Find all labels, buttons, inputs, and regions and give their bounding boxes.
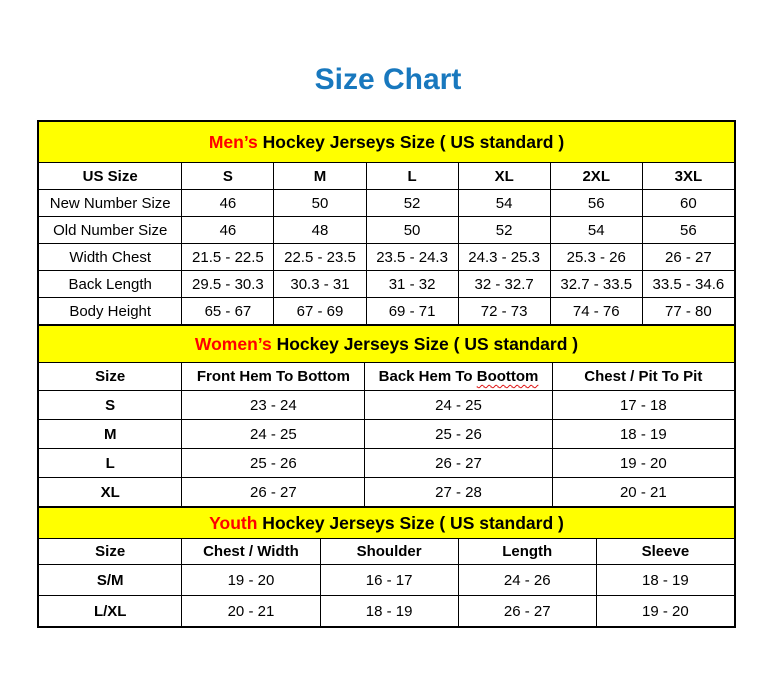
mens-column-header: 2XL — [550, 163, 642, 190]
cell-value: 24 - 25 — [365, 391, 552, 420]
cell-value: 18 - 19 — [596, 565, 734, 596]
cell-value: 19 - 20 — [596, 596, 734, 627]
youth-column-header: Length — [458, 539, 596, 565]
cell-value: 17 - 18 — [552, 391, 734, 420]
youth-column-header: Sleeve — [596, 539, 734, 565]
womens-table-row — [39, 391, 735, 420]
cell-value: 32.7 - 33.5 — [550, 271, 642, 298]
cell-value: 27 - 28 — [365, 478, 552, 507]
mens-column-header: XL — [458, 163, 550, 190]
mens-size-table — [38, 121, 735, 325]
mens-column-header: S — [182, 163, 274, 190]
cell-value: 26 - 27 — [182, 478, 365, 507]
womens-band-highlight: Women’s — [194, 333, 272, 354]
row-label: New Number Size — [39, 190, 182, 217]
row-label: Width Chest — [39, 244, 182, 271]
cell-value: 24 - 25 — [182, 420, 365, 449]
cell-value: 33.5 - 34.6 — [642, 271, 734, 298]
cell-value: 24 - 26 — [458, 565, 596, 596]
womens-column-header: Front Hem To Bottom — [182, 363, 365, 391]
cell-value: 16 - 17 — [320, 565, 458, 596]
cell-value: 52 — [458, 217, 550, 244]
womens-size-table — [38, 325, 735, 507]
cell-value: 60 — [642, 190, 734, 217]
cell-value: 46 — [182, 190, 274, 217]
cell-value: 54 — [550, 217, 642, 244]
row-label: Body Height — [39, 298, 182, 325]
womens-column-header: Back Hem To Boottom — [365, 363, 552, 391]
cell-value: 65 - 67 — [182, 298, 274, 325]
womens-table-row — [39, 420, 735, 449]
youth-band-row — [39, 508, 735, 539]
cell-value: 29.5 - 30.3 — [182, 271, 274, 298]
youth-section-title — [39, 508, 735, 539]
mens-column-header: US Size — [39, 163, 182, 190]
mens-table-row — [39, 271, 735, 298]
youth-size-table — [38, 507, 735, 627]
womens-band-row — [39, 326, 735, 363]
row-label: Back Length — [39, 271, 182, 298]
youth-header-row — [39, 539, 735, 565]
row-label: S/M — [39, 565, 182, 596]
cell-value: 20 - 21 — [552, 478, 734, 507]
cell-value: 50 — [366, 217, 458, 244]
size-chart-tables — [37, 120, 736, 628]
cell-value: 26 - 27 — [642, 244, 734, 271]
cell-value: 46 — [182, 217, 274, 244]
cell-value: 52 — [366, 190, 458, 217]
womens-table-row — [39, 449, 735, 478]
cell-value: 26 - 27 — [458, 596, 596, 627]
cell-value: 54 — [458, 190, 550, 217]
page-title: Size Chart — [314, 63, 462, 96]
mens-header-row — [39, 163, 735, 190]
youth-column-header: Size — [39, 539, 182, 565]
row-label: L/XL — [39, 596, 182, 627]
cell-value: 74 - 76 — [550, 298, 642, 325]
cell-value: 32 - 32.7 — [458, 271, 550, 298]
mens-column-header: L — [366, 163, 458, 190]
womens-section-title — [39, 326, 735, 363]
cell-value: 31 - 32 — [366, 271, 458, 298]
cell-value: 25 - 26 — [182, 449, 365, 478]
cell-value: 19 - 20 — [182, 565, 320, 596]
cell-value: 25.3 - 26 — [550, 244, 642, 271]
womens-band-rest: Hockey Jerseys Size ( US standard ) — [271, 333, 579, 354]
youth-table-row — [39, 596, 735, 627]
cell-value: 26 - 27 — [365, 449, 552, 478]
cell-value: 21.5 - 22.5 — [182, 244, 274, 271]
mens-band-rest: Hockey Jerseys Size ( US standard ) — [257, 131, 565, 152]
youth-band-highlight: Youth — [209, 512, 258, 533]
cell-value: 77 - 80 — [642, 298, 734, 325]
mens-band-highlight: Men’s — [208, 131, 258, 152]
womens-column-header: Chest / Pit To Pit — [552, 363, 734, 391]
cell-value: 22.5 - 23.5 — [274, 244, 366, 271]
cell-value: 25 - 26 — [365, 420, 552, 449]
cell-value: 67 - 69 — [274, 298, 366, 325]
mens-table-row — [39, 244, 735, 271]
womens-column-header: Size — [39, 363, 182, 391]
mens-table-row — [39, 298, 735, 325]
mens-section-title — [39, 122, 735, 163]
mens-table-row — [39, 190, 735, 217]
cell-value: 50 — [274, 190, 366, 217]
cell-value: 18 - 19 — [552, 420, 734, 449]
misspelled-word: Boottom — [476, 368, 539, 385]
row-label: XL — [39, 478, 182, 507]
youth-column-header: Chest / Width — [182, 539, 320, 565]
cell-value: 69 - 71 — [366, 298, 458, 325]
cell-value: 19 - 20 — [552, 449, 734, 478]
cell-value: 24.3 - 25.3 — [458, 244, 550, 271]
mens-band-row — [39, 122, 735, 163]
cell-value: 48 — [274, 217, 366, 244]
womens-table-row — [39, 478, 735, 507]
cell-value: 23 - 24 — [182, 391, 365, 420]
cell-value: 56 — [550, 190, 642, 217]
cell-value: 56 — [642, 217, 734, 244]
youth-table-row — [39, 565, 735, 596]
youth-band-rest: Hockey Jerseys Size ( US standard ) — [257, 512, 564, 533]
cell-value: 20 - 21 — [182, 596, 320, 627]
mens-column-header: 3XL — [642, 163, 734, 190]
mens-table-row — [39, 217, 735, 244]
row-label: S — [39, 391, 182, 420]
cell-value: 72 - 73 — [458, 298, 550, 325]
cell-value: 30.3 - 31 — [274, 271, 366, 298]
womens-header-row — [39, 363, 735, 391]
row-label: Old Number Size — [39, 217, 182, 244]
cell-value: 18 - 19 — [320, 596, 458, 627]
mens-column-header: M — [274, 163, 366, 190]
cell-value: 23.5 - 24.3 — [366, 244, 458, 271]
row-label: L — [39, 449, 182, 478]
row-label: M — [39, 420, 182, 449]
youth-column-header: Shoulder — [320, 539, 458, 565]
